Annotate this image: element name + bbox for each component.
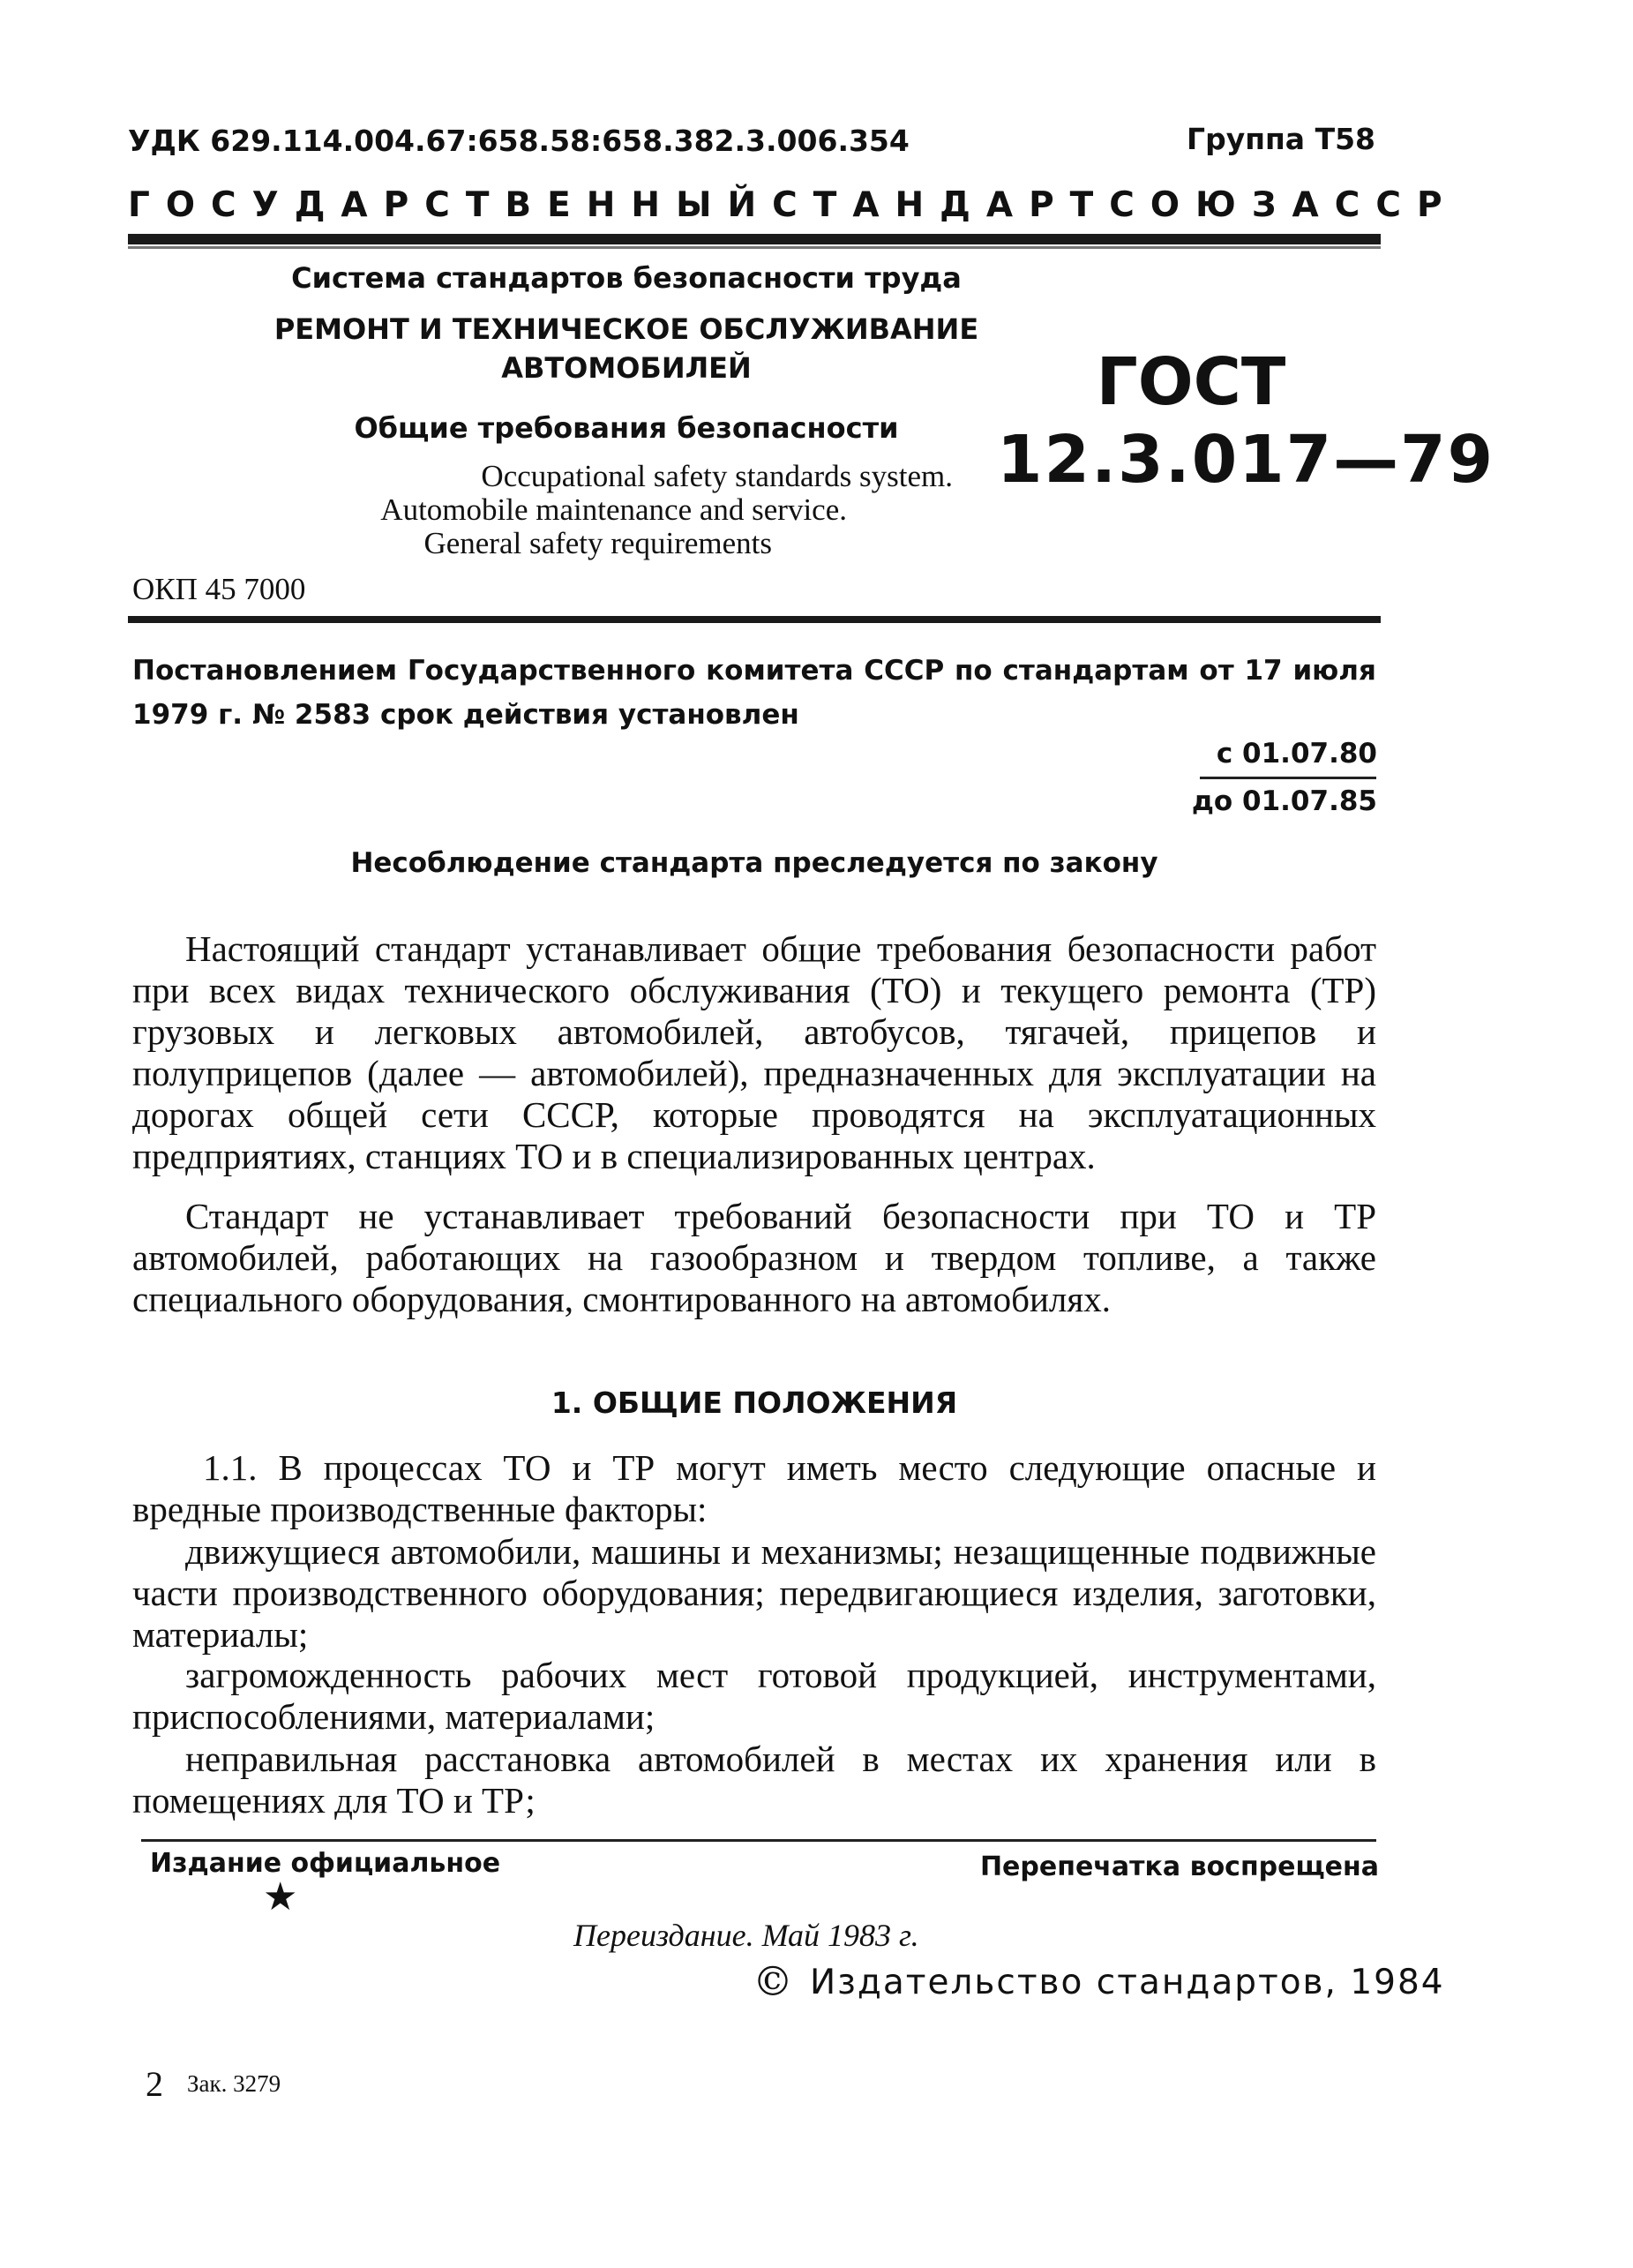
decree-word: Государственного	[407, 655, 696, 687]
page-number: 2	[146, 2064, 163, 2104]
footer-rule	[141, 1839, 1376, 1842]
group-code: Группа Т58	[1187, 122, 1375, 156]
publisher-line: Издательство стандартов, 1984	[810, 1963, 1445, 2002]
document-title-line-2: АВТОМОБИЛЕЙ	[501, 351, 752, 385]
gost-number: 12.3.017—79	[997, 422, 1495, 498]
law-notice: Несоблюдение стандарта преследуется по закону	[350, 847, 1158, 879]
decree-word: от	[1199, 655, 1234, 687]
star-icon: ★	[263, 1874, 298, 1919]
banner-word: ГОСУДАРСТВЕННЫЙ	[128, 185, 773, 225]
decree-word: июля	[1292, 655, 1376, 687]
banner-word: ССР	[1334, 185, 1458, 225]
decree-word: комитета	[706, 655, 854, 687]
order-number: Зак. 3279	[187, 2070, 281, 2097]
decree-line-1	[132, 655, 1376, 687]
document-subtitle: Общие требования безопасности	[354, 411, 899, 445]
udk-code: УДК 629.114.004.67:658.58:658.382.3.006.354	[128, 124, 910, 158]
decree-word: 17	[1244, 655, 1283, 687]
header-rule-thick	[128, 234, 1381, 244]
banner-word: СТАНДАРТ	[772, 185, 1110, 225]
english-title-line-3: General safety requirements	[423, 526, 772, 560]
validity-date-to: до 01.07.85	[1191, 785, 1377, 817]
state-standard-banner	[128, 185, 1458, 225]
clause-paragraph: 1.1. В процессах ТО и ТР могут иметь место следующие опасные и вредные производственные факторы:	[132, 1447, 1376, 1529]
reprint-notice: Перепечатка воспрещена	[979, 1851, 1379, 1882]
factor-paragraph: загроможденность рабочих мест готовой продукцией, инструментами, приспособлениями, материалами;	[132, 1655, 1376, 1737]
intro-paragraph: Настоящий стандарт устанавливает общие требования безопасности работ при всех видах технического обслуживания (ТО) и текущего ремонта (ТР) грузовых и легковых автомобилей, автобусов, тягачей, прицепов и полуприцепов (далее — автомобилей), предназначенных для эксплуатации на дорогах общей сети СССР, которые проводятся на эксплуатационных предприятиях, станциях ТО и в специализированных центрах.	[132, 928, 1376, 1176]
section-heading: 1. ОБЩИЕ ПОЛОЖЕНИЯ	[551, 1386, 958, 1420]
okp-code: ОКП 45 7000	[132, 572, 306, 606]
official-edition-label: Издание официальное	[150, 1848, 501, 1879]
intro-paragraph: Стандарт не устанавливает требований безопасности при ТО и ТР автомобилей, работающих на газообразном и твердом топливе, а также специального оборудования, смонтированного на автомобилях.	[132, 1196, 1376, 1319]
decree-word: по	[955, 655, 993, 687]
english-title-line-1: Occupational safety standards system.	[481, 459, 953, 493]
document-title-line-1: РЕМОНТ И ТЕХНИЧЕСКОЕ ОБСЛУЖИВАНИЕ	[273, 312, 979, 346]
validity-date-from: с 01.07.80	[1216, 738, 1377, 770]
decree-word: стандартам	[1002, 655, 1189, 687]
banner-word: СОЮЗА	[1109, 185, 1335, 225]
standards-system: Система стандартов безопасности труда	[291, 261, 962, 295]
decree-word: СССР	[864, 655, 945, 687]
english-title-line-2: Automobile maintenance and service.	[380, 492, 847, 527]
header-rule-thin	[128, 246, 1381, 249]
title-rule	[128, 616, 1381, 623]
validity-date-rule	[1200, 777, 1376, 779]
decree-word: Постановлением	[132, 655, 398, 687]
factor-paragraph: движущиеся автомобили, машины и механизмы; незащищенные подвижные части производственного оборудования; передвигающиеся изделия, заготовки, материалы;	[132, 1531, 1376, 1655]
gost-label: ГОСТ	[1096, 344, 1286, 420]
reissue-note: Переиздание. Май 1983 г.	[573, 1918, 919, 1953]
factor-paragraph: неправильная расстановка автомобилей в местах их хранения или в помещениях для ТО и ТР;	[132, 1739, 1376, 1821]
copyright-icon: ©	[753, 1957, 793, 2005]
decree-line-2: 1979 г. № 2583 срок действия установлен	[132, 699, 799, 731]
